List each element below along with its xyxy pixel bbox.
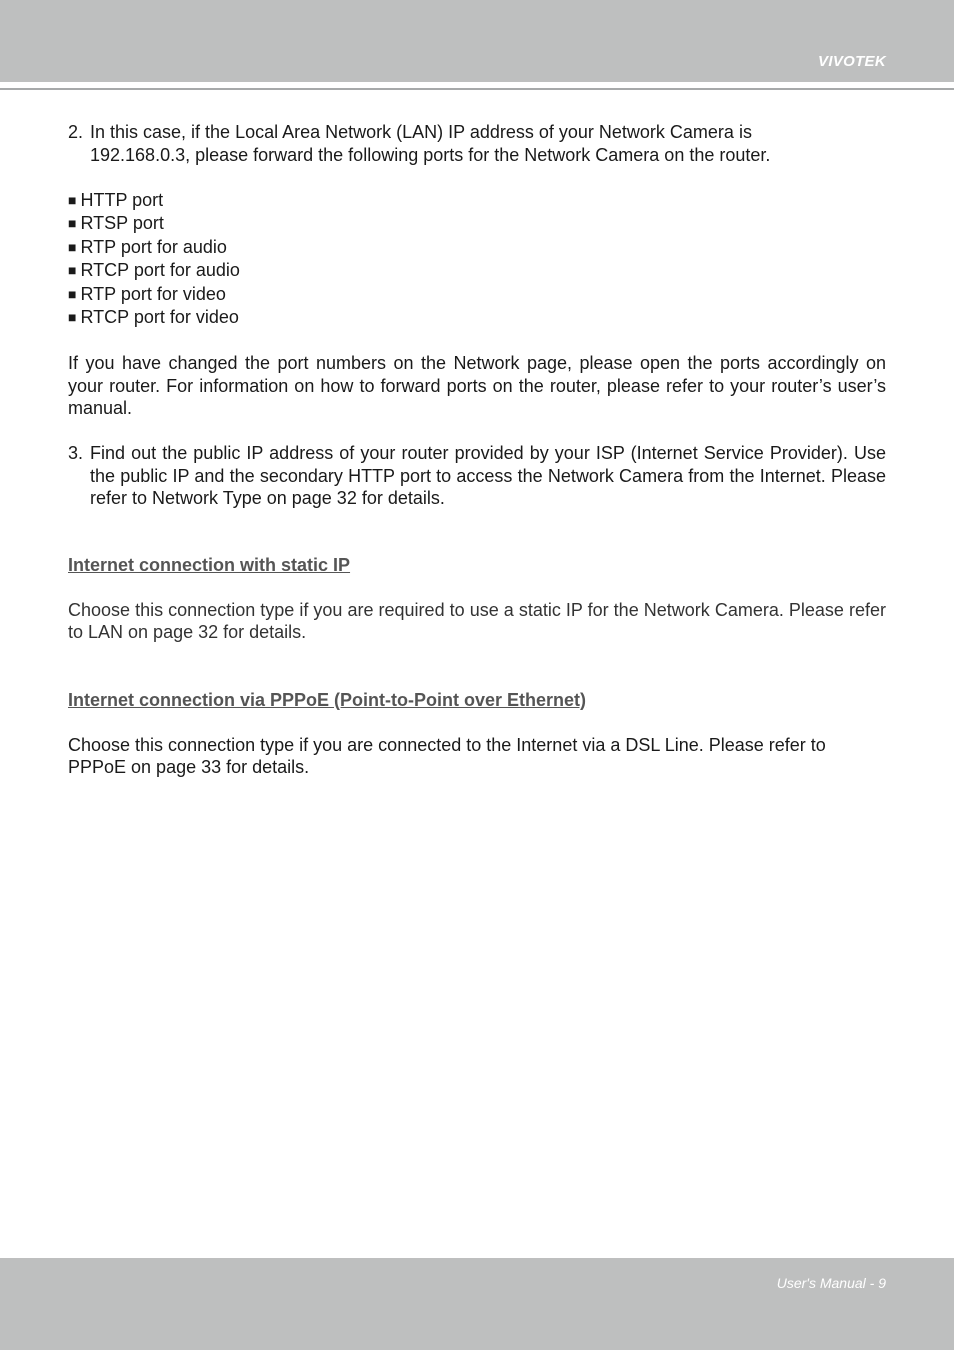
port-note-paragraph: If you have changed the port numbers on the Network page, please open the ports accordingly on your router. For information on how to forward ports on the router, please refer to your router’s user’s manual. (68, 353, 886, 418)
header-band (0, 0, 954, 82)
static-ip-paragraph: Choose this connection type if you are required to use a static IP for the Network Camera. Please refer to LAN on page 32 for details. (68, 599, 886, 642)
list-item: ■ RTCP port for audio (68, 260, 240, 280)
step-2-text: In this case, if the Local Area Network (LAN) IP address of your Network Camera is 192.168.0.3, please forward the following ports for the Network Camera on the router. (90, 122, 771, 165)
bullet-icon: ■ (68, 191, 77, 208)
bullet-icon: ■ (68, 285, 77, 302)
page-number-label: User's Manual - 9 (776, 1275, 886, 1291)
step-3-number: 3. (68, 443, 84, 463)
footer-band (0, 1258, 954, 1350)
bullet-icon: ■ (68, 262, 77, 278)
list-item: ■ RTCP port for video (68, 307, 239, 327)
bullet-icon: ■ (68, 215, 77, 231)
list-item: ■ HTTP port (68, 189, 164, 210)
pppoe-heading: Internet connection via PPPoE (Point-to-Point over Ethernet) (68, 689, 587, 710)
pppoe-paragraph: Choose this connection type if you are connected to the Internet via a DSL Line. Please refer to PPPoE on page 33 for details. (68, 734, 826, 777)
list-item: ■ RTP port for video (68, 283, 226, 304)
step-3-text: Find out the public IP address of your router provided by your ISP (Internet Service Provider). Use the public IP and the secondary HTTP port to access the Network Camera from the Internet. Please refer to Network Type on page 32 for details. (90, 443, 886, 508)
step-3 (68, 442, 886, 510)
page-content (68, 121, 886, 779)
header-rule (0, 88, 954, 90)
brand-logo: VIVOTEK (818, 53, 886, 70)
list-item: ■ RTSP port (68, 213, 164, 233)
static-ip-heading: Internet connection with static IP (68, 554, 351, 575)
list-item: ■ RTP port for audio (68, 236, 227, 257)
bullet-icon: ■ (68, 309, 77, 325)
step-2-number: 2. (68, 122, 84, 142)
port-list (68, 189, 886, 330)
bullet-icon: ■ (68, 238, 77, 255)
step-2 (68, 121, 886, 166)
